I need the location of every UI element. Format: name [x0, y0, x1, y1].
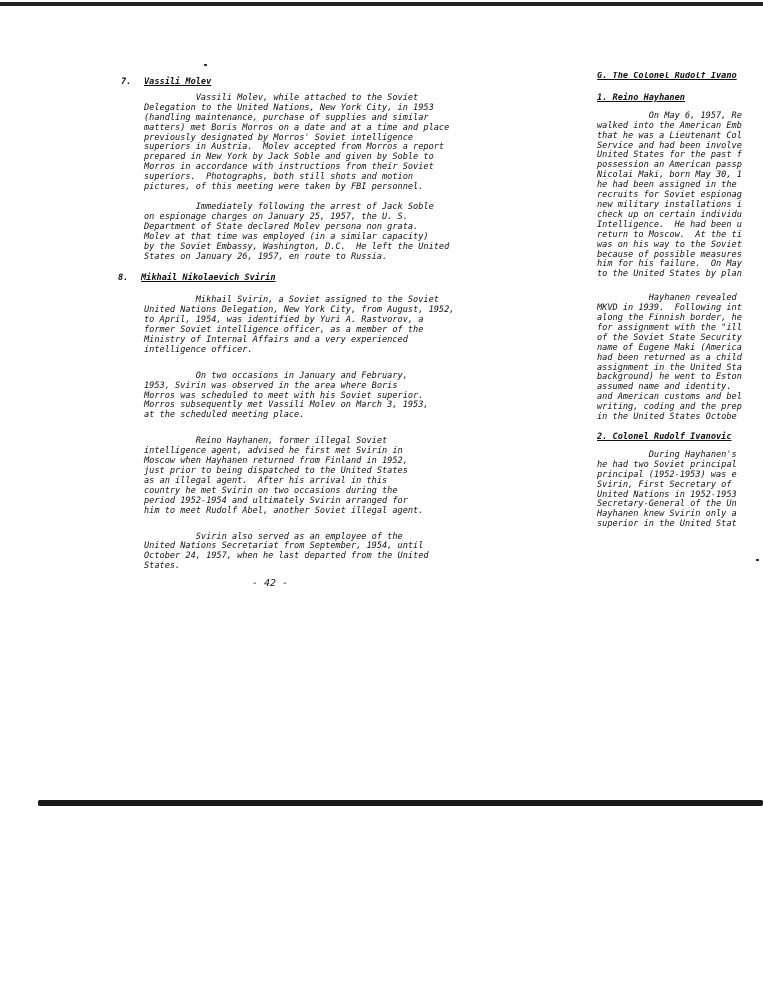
- right-column: [597, 72, 763, 540]
- section-heading-7: [121, 78, 501, 88]
- section-number: 8.: [118, 273, 129, 284]
- subsection-heading-2: [597, 433, 763, 443]
- section-heading-8: [118, 274, 501, 284]
- page-number: - 42 -: [251, 578, 289, 589]
- section-number: 7.: [121, 77, 132, 87]
- paragraph: Vassili Molev, while attached to the Soviet Delegation to the United Nations, New York City, in 1953 (handling maintenance, purchase of supplies and similar matters) met Boris Morros on a date and at a time and place previously designated by Morros' Soviet intelligence superiors in Austria. Molev accepted from Morros a report prepared in New York by Jack Soble and given by Soble to Morros in accordance with instructions from their Soviet superiors. Photographs, both still shots and motion pictures, of this meeting were taken by FBI personnel.: [144, 92, 450, 193]
- scan-speck: [756, 559, 759, 561]
- top-scan-border: [0, 2, 763, 6]
- paragraph: Immediately following the arrest of Jack Soble on espionage charges on January 25, 1957, the U. S. Department of State declared Molev persona non grata. Molev at that time was employed (in a similar capacity) by the Soviet Embassy, Washington, D.C. He left the United States on January 26, 1957, en route to Russia.: [144, 201, 450, 262]
- paragraph: Svirin also served as an employee of the United Nations Secretariat from September, 1954, until October 24, 1957, when he last departed from the United States.: [144, 531, 429, 572]
- section-title: Vassili Molev: [144, 77, 212, 87]
- subsection-heading-1: [597, 94, 763, 104]
- paragraph: Mikhail Svirin, a Soviet assigned to the Soviet United Nations Delegation, New York City, from August, 1952, to April, 1954, was identified by Yuri A. Rastvorov, a former Soviet intelligence officer, as a member of the Ministry of Internal Affairs and a very experienced intelligence officer.: [144, 295, 455, 355]
- paragraph: Hayhanen revealed MKVD in 1939. Following int along the Finnish border, he for assignment with the "ill of the Soviet State Security name of Eugene Maki (America had been returned as a child assignment in the United Sta background) he went to Eston assumed name and identity. and American customs and bel writing, coding and the prep in the United States Octobe: [597, 293, 742, 423]
- section-title: Mikhail Nikolaevich Svirin: [141, 273, 276, 284]
- section-heading-g: [597, 72, 763, 82]
- left-column: [118, 77, 501, 582]
- bottom-scan-border: [38, 800, 763, 806]
- paragraph: On May 6, 1957, Re walked into the American Emb that he was a Lieutenant Col Service and had been involve United States for the past f possession an American passp Nicolai Maki, born May 30, 1 he had been assigned in the recruits for Soviet espionag new military installations i check up on certain individu Intelligence. He had been u return to Moscow. At the ti was on his way to the Soviet because of possible measures him for his failure. On May to the United States by plan: [597, 110, 742, 280]
- paragraph: On two occasions in January and February, 1953, Svirin was observed in the area where Boris Morros was scheduled to meet with his Soviet superior. Morros subsequently met Vassili Molev on March 3, 1953, at the scheduled meeting place.: [144, 370, 429, 421]
- section-title: G. The Colonel Rudolf Ivano: [597, 72, 737, 81]
- scan-speck: [204, 64, 207, 66]
- paragraph: Reino Hayhanen, former illegal Soviet intelligence agent, advised he first met Svirin in Moscow when Hayhanen returned from Finland in 1952, just prior to being dispatched to the United States as an illegal agent. After his arrival in this country he met Svirin on two occasions during the period 1952-1954 and ultimately Svirin arranged for him to meet Rudolf Abel, another Soviet illegal agent.: [144, 436, 424, 516]
- subsection-title: 2. Colonel Rudolf Ivanovic: [597, 432, 732, 442]
- subsection-title: 1. Reino Hayhanen: [597, 92, 685, 103]
- paragraph: During Hayhanen's he had two Soviet principal principal (1952-1953) was e Svirin, First Secretary of United Nations in 1952-1953 Secretary-General of the Un Hayhanen knew Svirin only a superior in the United Stat: [597, 449, 737, 530]
